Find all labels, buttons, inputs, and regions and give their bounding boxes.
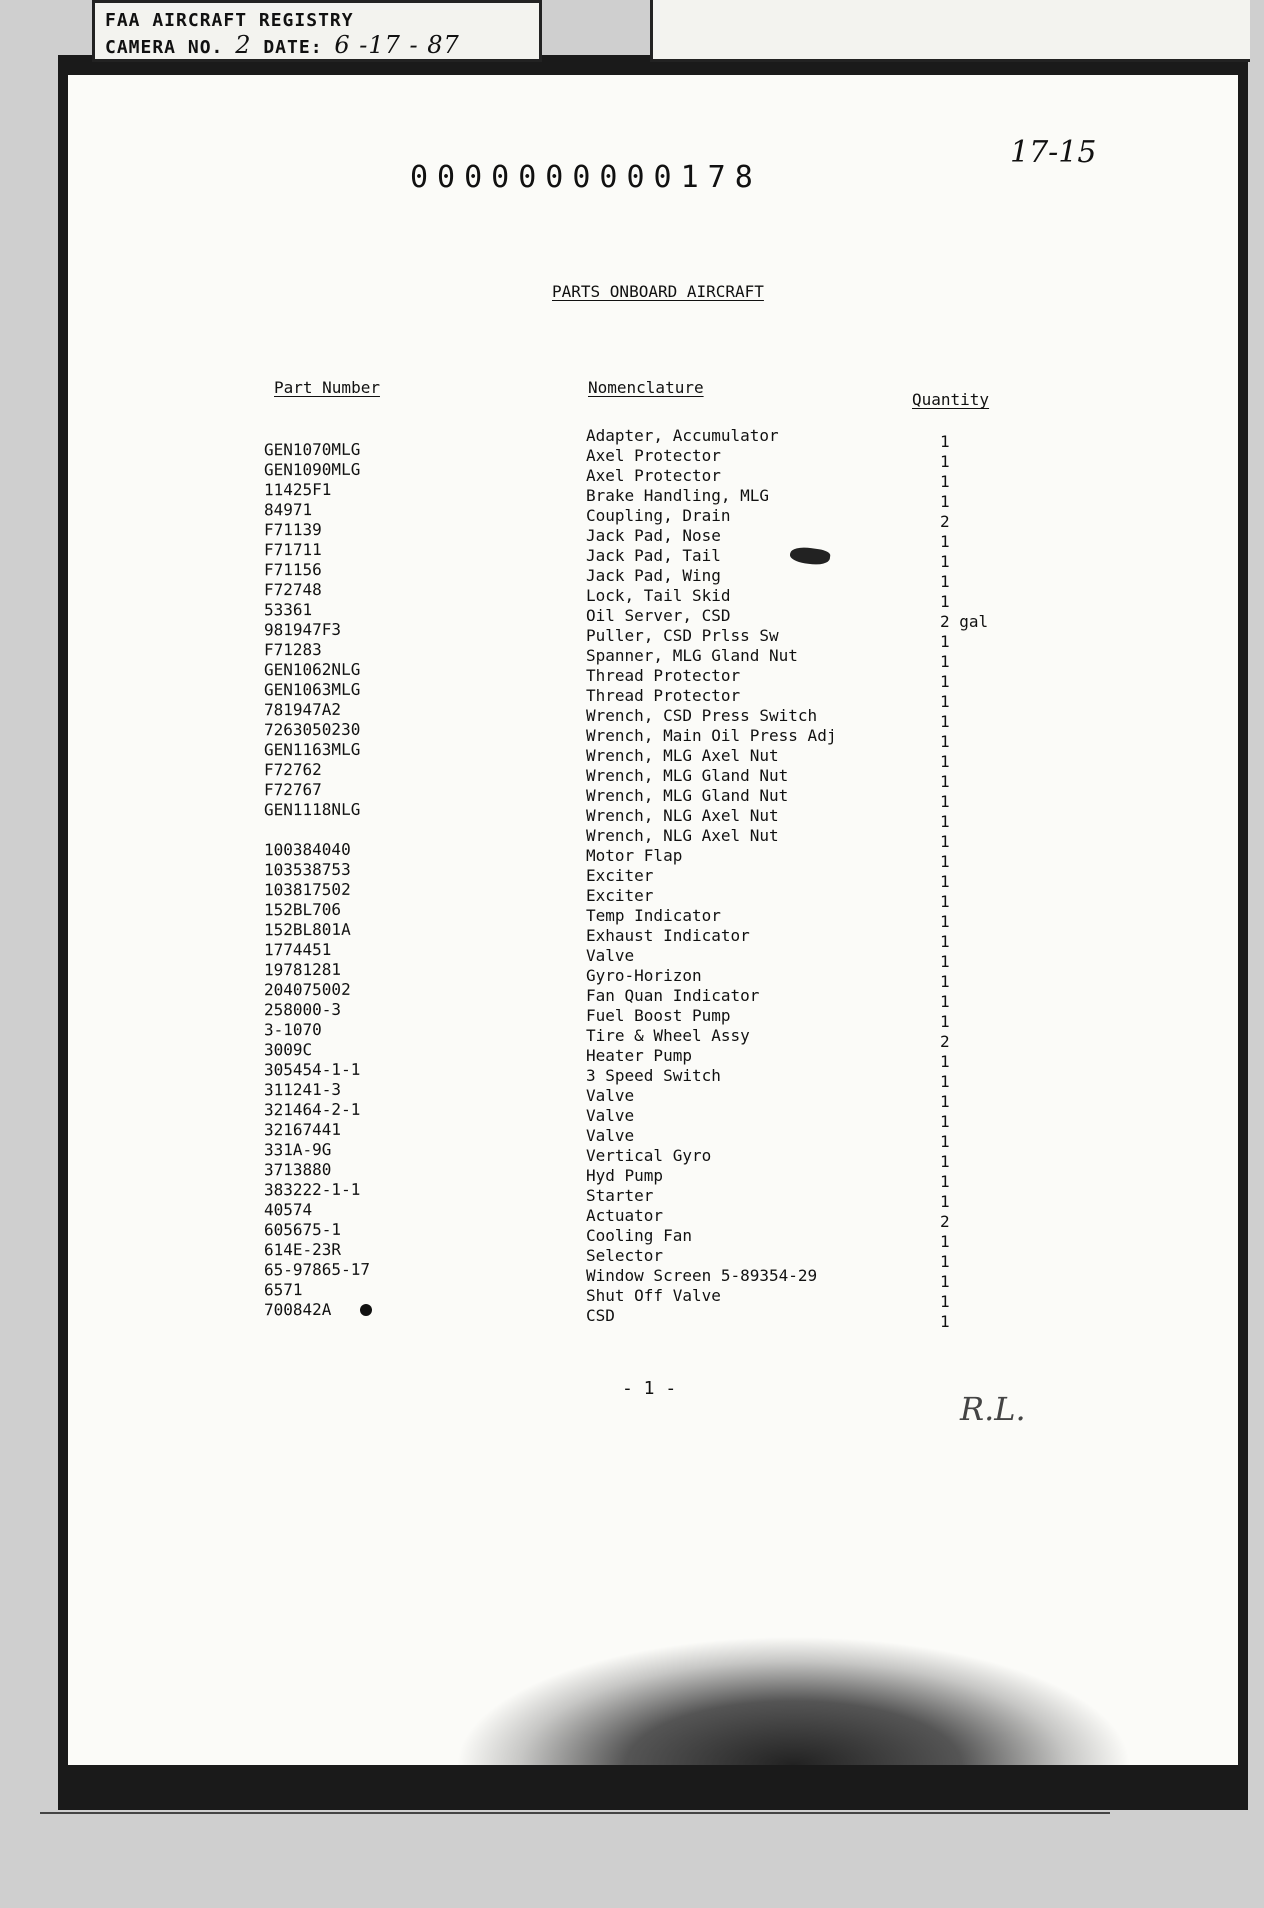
quantity-cell: 1 [940,592,950,611]
part-number-cell: 100384040 [264,839,351,860]
date-prefix: DATE: [263,37,323,58]
part-number-cell: 781947A2 [264,699,342,720]
quantity-cell: 1 [940,1232,950,1251]
quantity-cell: 1 [940,1252,950,1271]
nomenclature-cell: Heater Pump [586,1046,692,1065]
quantity-column [940,432,988,1332]
part-number-cell: 305454-1-1 [264,1059,361,1080]
quantity-cell: 2 gal [940,612,989,631]
nomenclature-cell: Axel Protector [586,446,721,465]
stamp-blank-area [650,0,1250,62]
nomenclature-cell: Puller, CSD Prlss Sw [586,626,779,645]
page-title: PARTS ONBOARD AIRCRAFT [552,282,764,301]
quantity-cell: 1 [940,572,950,591]
part-number-cell: F71139 [264,519,322,540]
part-number-cell: F72762 [264,759,322,780]
part-number-cell: 103817502 [264,879,351,900]
handwritten-initials: R.L. [960,1390,1026,1428]
scan-damage [68,1465,1238,1765]
nomenclature-cell: Temp Indicator [586,906,721,925]
registry-stamp-label [92,0,542,62]
quantity-cell: 1 [940,992,950,1011]
part-number-cell: 258000-3 [264,999,342,1020]
part-number-cell: 700842A [264,1299,332,1320]
quantity-cell: 1 [940,1192,950,1211]
quantity-cell: 1 [940,1052,950,1071]
quantity-cell: 1 [940,552,950,571]
nomenclature-cell: Wrench, CSD Press Switch [586,706,818,725]
quantity-cell: 1 [940,932,950,951]
nomenclature-cell: Wrench, Main Oil Press Adj [586,726,837,745]
part-number-cell: 84971 [264,500,313,520]
quantity-cell: 2 [940,1212,950,1231]
part-number-cell: 11425F1 [264,479,332,500]
quantity-cell: 1 [940,632,950,651]
nomenclature-cell: Wrench, NLG Axel Nut [586,826,779,845]
handwritten-reference: 17-15 [1010,135,1097,170]
quantity-cell: 1 [940,492,950,511]
nomenclature-cell: Valve [586,1126,635,1145]
nomenclature-cell: Exciter [586,886,654,905]
quantity-cell: 1 [940,912,950,931]
quantity-cell: 1 [940,1172,950,1191]
quantity-cell: 1 [940,812,950,831]
part-number-cell: 3009C [264,1040,313,1060]
nomenclature-cell: Starter [586,1186,654,1205]
part-number-cell: F71156 [264,559,322,580]
nomenclature-cell: Valve [586,1106,635,1125]
quantity-cell: 1 [940,732,950,751]
quantity-cell: 1 [940,1292,950,1311]
nomenclature-cell: Exciter [586,866,654,885]
part-number-cell: 65-97865-17 [264,1259,370,1280]
part-number-cell: 605675-1 [264,1219,342,1240]
part-number-cell: 40574 [264,1200,313,1220]
nomenclature-cell: Oil Server, CSD [586,606,731,625]
part-number-cell: GEN1090MLG [264,459,361,480]
part-number-cell: GEN1070MLG [264,439,361,460]
nomenclature-cell: Cooling Fan [586,1226,692,1245]
quantity-cell: 1 [940,1312,950,1331]
part-number-cell: 7263050230 [264,719,361,740]
header-nomenclature: Nomenclature [588,378,704,397]
nomenclature-cell: Coupling, Drain [586,506,731,525]
quantity-cell: 1 [940,692,950,711]
quantity-cell: 1 [940,672,950,691]
date-value: 6 -17 - 87 [334,31,460,59]
quantity-cell: 1 [940,1092,950,1111]
part-number-cell: 614E-23R [264,1239,342,1260]
nomenclature-cell: Actuator [586,1206,664,1225]
quantity-cell: 1 [940,1272,950,1291]
quantity-cell: 1 [940,752,950,771]
part-number-cell: 3713880 [264,1159,332,1180]
camera-date-line [105,33,529,60]
part-number-cell: 3-1070 [264,1019,322,1040]
nomenclature-cell: Spanner, MLG Gland Nut [586,646,798,665]
nomenclature-cell: Exhaust Indicator [586,926,750,945]
document-number: 0000000000178 [410,160,762,195]
part-number-cell: 103538753 [264,859,351,880]
nomenclature-cell: Wrench, MLG Axel Nut [586,746,779,765]
quantity-cell: 1 [940,1112,950,1131]
quantity-cell: 1 [940,532,950,551]
camera-prefix: CAMERA NO. [105,37,224,58]
part-number-cell: 6571 [264,1280,303,1300]
quantity-cell: 1 [940,652,950,671]
nomenclature-cell: Vertical Gyro [586,1146,712,1165]
nomenclature-cell: Gyro-Horizon [586,966,702,985]
part-number-cell: 204075002 [264,979,351,1000]
quantity-cell: 1 [940,952,950,971]
nomenclature-cell: Jack Pad, Wing [586,566,721,585]
nomenclature-cell: Lock, Tail Skid [586,586,731,605]
quantity-cell: 1 [940,452,950,471]
part-number-cell: 19781281 [264,959,342,980]
quantity-cell: 2 [940,512,950,531]
part-number-cell: 321464-2-1 [264,1099,361,1120]
quantity-cell: 1 [940,872,950,891]
part-number-cell: 152BL801A [264,919,351,940]
quantity-cell: 1 [940,1012,950,1031]
part-number-cell [264,820,370,841]
quantity-cell: 1 [940,772,950,791]
quantity-cell: 1 [940,432,950,451]
quantity-cell: 1 [940,472,950,491]
part-number-column [264,440,370,1321]
camera-number: 2 [235,31,252,59]
quantity-cell: 1 [940,852,950,871]
nomenclature-cell: Axel Protector [586,466,721,485]
quantity-cell: 1 [940,1132,950,1151]
quantity-cell: 1 [940,972,950,991]
page-number: - 1 - [622,1378,677,1399]
nomenclature-cell: Hyd Pump [586,1166,664,1185]
part-number-cell: 53361 [264,600,313,620]
nomenclature-cell: CSD [586,1306,615,1325]
nomenclature-cell: Fuel Boost Pump [586,1006,731,1025]
quantity-cell: 1 [940,1152,950,1171]
ink-dot [360,1304,372,1316]
nomenclature-cell: Wrench, NLG Axel Nut [586,806,779,825]
part-number-cell: 1774451 [264,939,332,960]
nomenclature-cell: Tire & Wheel Assy [586,1026,750,1045]
nomenclature-cell: Selector [586,1246,664,1265]
header-part-number: Part Number [274,378,380,397]
registry-title: FAA AIRCRAFT REGISTRY [105,10,354,31]
part-number-cell: 32167441 [264,1119,342,1140]
nomenclature-cell: Fan Quan Indicator [586,986,760,1005]
header-quantity: Quantity [912,390,990,409]
nomenclature-cell: Shut Off Valve [586,1286,721,1305]
part-number-cell: 383222-1-1 [264,1179,361,1200]
nomenclature-cell: Wrench, MLG Gland Nut [586,766,789,785]
nomenclature-cell: Brake Handling, MLG [586,486,770,505]
part-number-cell: 331A-9G [264,1139,332,1160]
page-bottom-rule [40,1812,1110,1814]
part-number-cell: F71283 [264,639,322,660]
part-number-cell: GEN1063MLG [264,679,361,700]
part-number-cell: F72748 [264,579,322,600]
nomenclature-cell: Valve [586,946,635,965]
part-number-cell: GEN1062NLG [264,659,361,680]
part-number-cell: GEN1163MLG [264,739,361,760]
nomenclature-cell: Thread Protector [586,686,741,705]
quantity-cell: 1 [940,712,950,731]
nomenclature-cell: Window Screen 5-89354-29 [586,1266,818,1285]
part-number-cell: F72767 [264,779,322,800]
part-number-cell: 311241-3 [264,1079,342,1100]
nomenclature-cell: Motor Flap [586,846,683,865]
nomenclature-cell: Valve [586,1086,635,1105]
quantity-cell: 1 [940,792,950,811]
quantity-cell: 2 [940,1032,950,1051]
part-number-cell: F71711 [264,539,322,560]
part-number-cell: GEN1118NLG [264,799,361,820]
nomenclature-cell: Jack Pad, Tail [586,546,721,565]
part-number-cell: 152BL706 [264,899,342,920]
nomenclature-cell: 3 Speed Switch [586,1066,721,1085]
quantity-cell: 1 [940,892,950,911]
nomenclature-cell: Thread Protector [586,666,741,685]
quantity-cell: 1 [940,832,950,851]
nomenclature-cell: Adapter, Accumulator [586,426,779,445]
quantity-cell: 1 [940,1072,950,1091]
nomenclature-cell: Wrench, MLG Gland Nut [586,786,789,805]
nomenclature-cell: Jack Pad, Nose [586,526,721,545]
part-number-cell: 981947F3 [264,619,342,640]
